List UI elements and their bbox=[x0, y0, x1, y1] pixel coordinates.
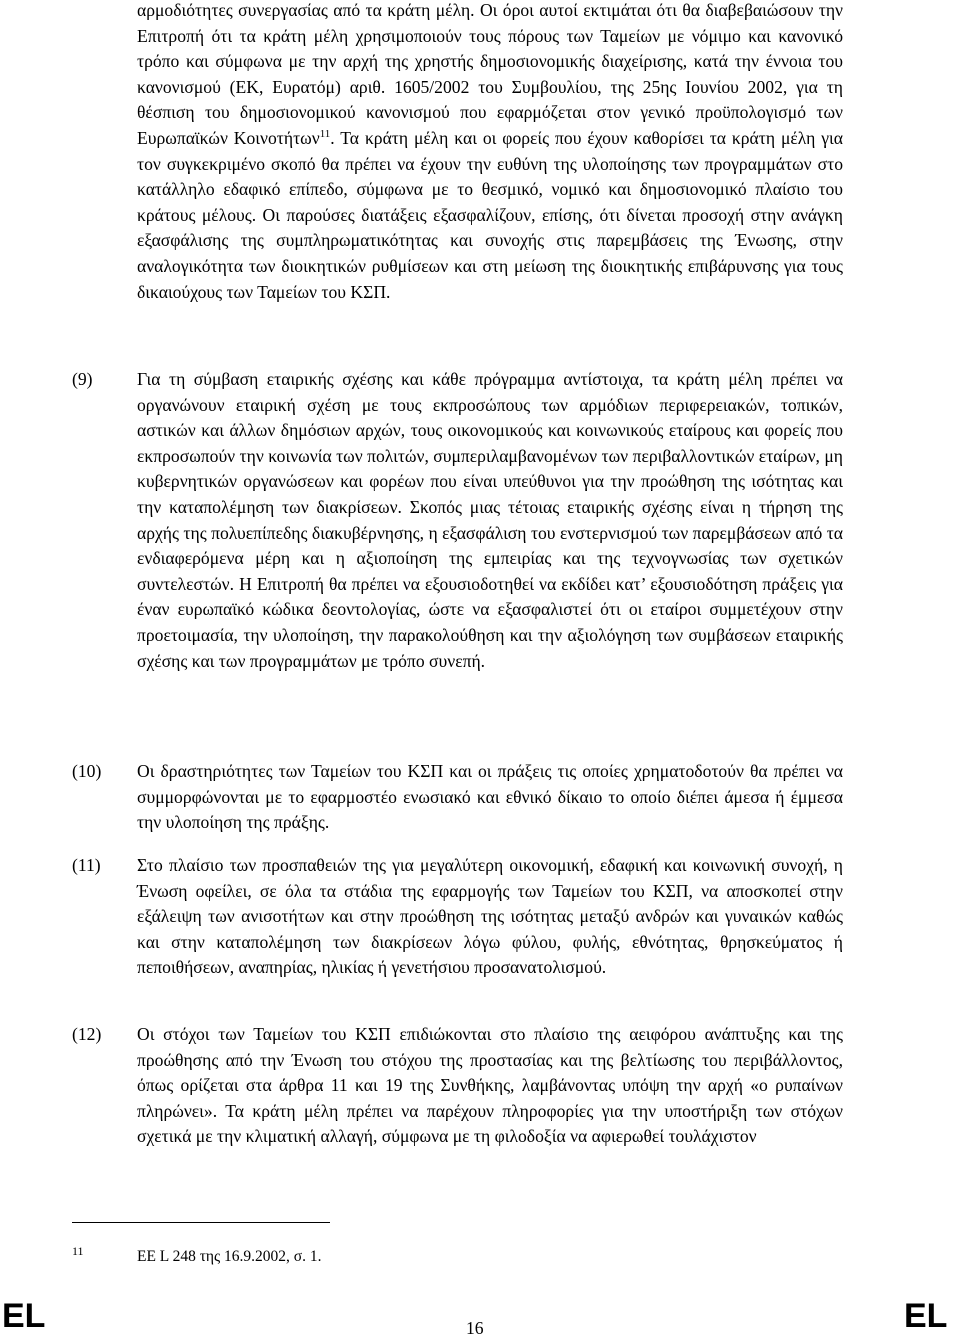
paragraph-11: Στο πλαίσιο των προσπαθειών της για μεγαλύτερη οικονομική, εδαφική και κοινωνική συνοχή, η Ένωση οφείλει, σε όλα τα στάδια της εφαρμογής των Ταμείων του ΚΣΠ, να αποσκοπεί στην εξάλειψη των ανισοτήτων και στην προώθηση της ισότητας μεταξύ ανδρών και γυναικών καθώς και στην καταπολέμηση των διακρίσεων λόγω φύλου, φυλής, εθνότητας, θρησκεύματος ή πεποιθήσεων, αναπηρίας, ηλικίας ή γενετήσιου προσανατολισμού. bbox=[137, 855, 843, 978]
intro-text-before-note: αρμοδιότητες συνεργασίας από τα κράτη μέλη. Οι όροι αυτοί εκτιμάται ότι θα διαβεβαιώσουν την Επιτροπή ότι τα κράτη μέλη χρησιμοποιούν τους πόρους των Ταμείων με νόμιμο και κανονικό τρόπο και σύμφωνα με την αρχή της χρηστής δημοσιονομικής διαχείρισης, κατά την έννοια του κανονισμού (ΕΚ, Ευρατόμ) αριθ. 1605/2002 του Συμβουλίου, της 25ης Ιουνίου 2002, για τη θέσπιση του δημοσιονομικού κανονισμού που εφαρμόζεται στον γενικό προϋπολογισμό των Ευρωπαϊκών Κοινοτήτων bbox=[137, 0, 843, 148]
footnote-separator bbox=[72, 1222, 330, 1223]
paragraph-number-9: (9) bbox=[72, 369, 93, 389]
page-number: 16 bbox=[466, 1318, 484, 1338]
paragraph-number-11: (11) bbox=[72, 855, 101, 875]
paragraph-number-12: (12) bbox=[72, 1024, 102, 1044]
paragraph-12: Οι στόχοι των Ταμείων του ΚΣΠ επιδιώκονται στο πλαίσιο της αειφόρου ανάπτυξης και της προώθησης από την Ένωση του στόχου της προστασίας και της βελτίωσης του περιβάλλοντος, όπως ορίζεται στα άρθρα 11 και 19 της Συνθήκης, λαμβάνοντας υπόψη την αρχή «ο ρυπαίνων πληρώνει». Τα κράτη μέλη πρέπει να παρέχουν πληροφορίες για την υποστήριξη των στόχων σχετικά με την κλιματική αλλαγή, σύμφωνα με τη φιλοδοξία να αφιερωθεί τουλάχιστον bbox=[137, 1024, 843, 1147]
language-code-right: EL bbox=[904, 1297, 948, 1335]
paragraph-9: Για τη σύμβαση εταιρικής σχέσης και κάθε πρόγραμμα αντίστοιχα, τα κράτη μέλη πρέπει να οργανώνουν εταιρική σχέση με τους εκπροσώπους των αρμόδιων περιφερειακών, τοπικών, αστικών και άλλων δημόσιων αρχών, τους οικονομικούς και κοινωνικούς εταίρους και φορείς που εκπροσωπούν την κοινωνία των πολιτών, συμπεριλαμβανομένων των περιβαλλοντικών εταίρων, μη κυβερνητικών οργανώσεων και φορέων που είναι υπεύθυνοι για την προώθηση της ισότητας και την καταπολέμηση των διακρίσεων. Σκοπός μιας τέτοιας εταιρικής σχέσης είναι η τήρηση της αρχής της πολυεπίπεδης διακυβέρνησης, η εξασφάλιση του ενστερνισμού των παρεμβάσεων από τα ενδιαφερόμενα μέρη και η αξιοποίηση της εμπειρίας και της τεχνογνωσίας των σχετικών συντελεστών. Η Επιτροπή θα πρέπει να εξουσιοδοτηθεί να εκδίδει κατ’ εξουσιοδότηση πράξεις για έναν ευρωπαϊκό κώδικα δεοντολογίας, ώστε να εξασφαλιστεί ότι οι εταίροι συμμετέχουν στην προετοιμασία, την υλοποίηση, την παρακολούθηση και την αξιολόγηση των συμβάσεων εταιρικής σχέσης και των προγραμμάτων με τρόπο συνεπή. bbox=[137, 369, 843, 671]
intro-paragraph bbox=[137, 0, 843, 305]
paragraph-10: Οι δραστηριότητες των Ταμείων του ΚΣΠ και οι πράξεις τις οποίες χρηματοδοτούν θα πρέπει να συμμορφώνονται με το εφαρμοστέο ενωσιακό και εθνικό δίκαιο το οποίο διέπει άμεσα ή έμμεσα την υλοποίηση της πράξης. bbox=[137, 761, 843, 833]
language-code-left: EL bbox=[2, 1297, 46, 1335]
footnote-number: 11 bbox=[72, 1244, 84, 1258]
footnote-text: ΕΕ L 248 της 16.9.2002, σ. 1. bbox=[137, 1248, 322, 1265]
intro-text-after-note: . Τα κράτη μέλη και οι φορείς που έχουν καθορίσει τα κράτη μέλη για τον συγκεκριμένο σκοπό θα πρέπει να έχουν την ευθύνη της υλοποίησης των προγραμμάτων στο κατάλληλο εδαφικό επίπεδο, σύμφωνα με το θεσμικό, νομικό και δημοσιονομικό πλαίσιο του κράτους μέλους. Οι παρούσες διατάξεις εξασφαλίζουν, επίσης, ότι δίνεται προσοχή στην ανάγκη εξασφάλισης της συμπληρωματικότητας και συνοχής στις παρεμβάσεις της Ένωσης, στην αναλογικότητα των διοικητικών ρυθμίσεων και στη μείωση της διοικητικής επιβάρυνσης για τους δικαιούχους των Ταμείων του ΚΣΠ. bbox=[137, 127, 843, 302]
footnote-reference[interactable]: 11 bbox=[319, 127, 331, 140]
paragraph-number-10: (10) bbox=[72, 761, 102, 781]
